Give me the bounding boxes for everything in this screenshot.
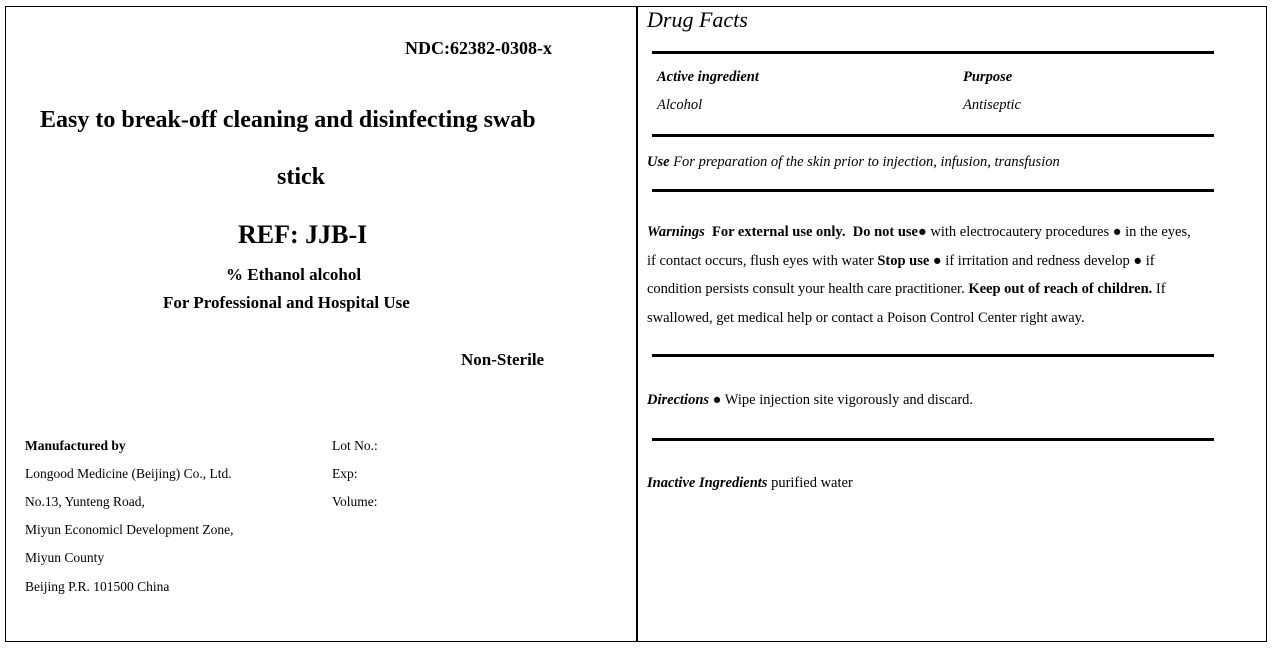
warnings-line-4: swallowed, get medical help or contact a Poison Control Center right away.	[647, 310, 1085, 326]
manufacturer-line: Miyun County	[25, 550, 105, 565]
product-title-line2: stick	[277, 164, 325, 190]
manufacturer-line: Miyun Economicl Development Zone,	[25, 522, 234, 537]
ref-code: REF: JJB-I	[238, 220, 368, 249]
keep-out-of-reach-warning: Keep out of reach of children.	[968, 281, 1153, 297]
volume-field: Volume:	[332, 494, 378, 509]
directions-label: Directions	[647, 392, 710, 408]
active-ingredient-header: Active ingredient	[657, 69, 759, 85]
inactive-ingredients-text: purified water	[767, 475, 853, 491]
use-label: Use	[647, 154, 670, 170]
drug-facts-title: Drug Facts	[647, 7, 748, 32]
warnings-line-3	[647, 281, 1166, 298]
stop-use-label: Stop use	[877, 253, 930, 269]
lot-number-field: Lot No.:	[332, 438, 378, 453]
purpose-value: Antiseptic	[963, 97, 1021, 113]
ethanol-content: % Ethanol alcohol	[226, 265, 362, 284]
use-text: For preparation of the skin prior to injection, infusion, transfusion	[673, 154, 1060, 170]
section-rule	[652, 189, 1214, 192]
external-use-warning: For external use only.	[712, 224, 846, 240]
do-not-use-label: Do not use	[852, 224, 918, 240]
use-statement: For Professional and Hospital Use	[163, 293, 410, 312]
inactive-ingredients-section	[647, 475, 853, 492]
warning-text: if contact occurs, flush eyes with water	[647, 253, 878, 269]
section-rule	[652, 51, 1214, 54]
active-ingredient-value: Alcohol	[657, 97, 703, 113]
manufacturer-line: No.13, Yunteng Road,	[25, 494, 145, 509]
use-section	[647, 154, 1060, 171]
warnings-line-2	[647, 253, 1155, 270]
directions-section	[647, 392, 973, 409]
warning-text: If	[1152, 281, 1166, 297]
section-rule	[652, 354, 1214, 357]
expiry-field: Exp:	[332, 466, 358, 481]
stop-use-text: ● if irritation and redness develop ● if	[929, 253, 1155, 269]
warnings-line-1	[647, 224, 1191, 241]
manufacturer-line: Longood Medicine (Beijing) Co., Ltd.	[25, 466, 232, 481]
purpose-header: Purpose	[963, 69, 1013, 85]
panel-divider	[636, 6, 638, 642]
sterility-status: Non-Sterile	[461, 350, 545, 369]
manufacturer-line: Beijing P.R. 101500 China	[25, 579, 170, 594]
manufacturer-heading: Manufactured by	[25, 438, 126, 453]
ndc-number: NDC:62382-0308-x	[405, 38, 552, 58]
warning-text: condition persists consult your health care practitioner.	[647, 281, 969, 297]
directions-text: ● Wipe injection site vigorously and discard.	[709, 392, 974, 408]
do-not-use-text: ● with electrocautery procedures ● in the eyes,	[917, 224, 1191, 240]
section-rule	[652, 134, 1214, 137]
product-title-line1: Easy to break-off cleaning and disinfecting swab	[40, 107, 536, 133]
section-rule	[652, 438, 1214, 441]
inactive-ingredients-label: Inactive Ingredients	[647, 475, 768, 491]
warnings-label: Warnings	[647, 224, 705, 240]
